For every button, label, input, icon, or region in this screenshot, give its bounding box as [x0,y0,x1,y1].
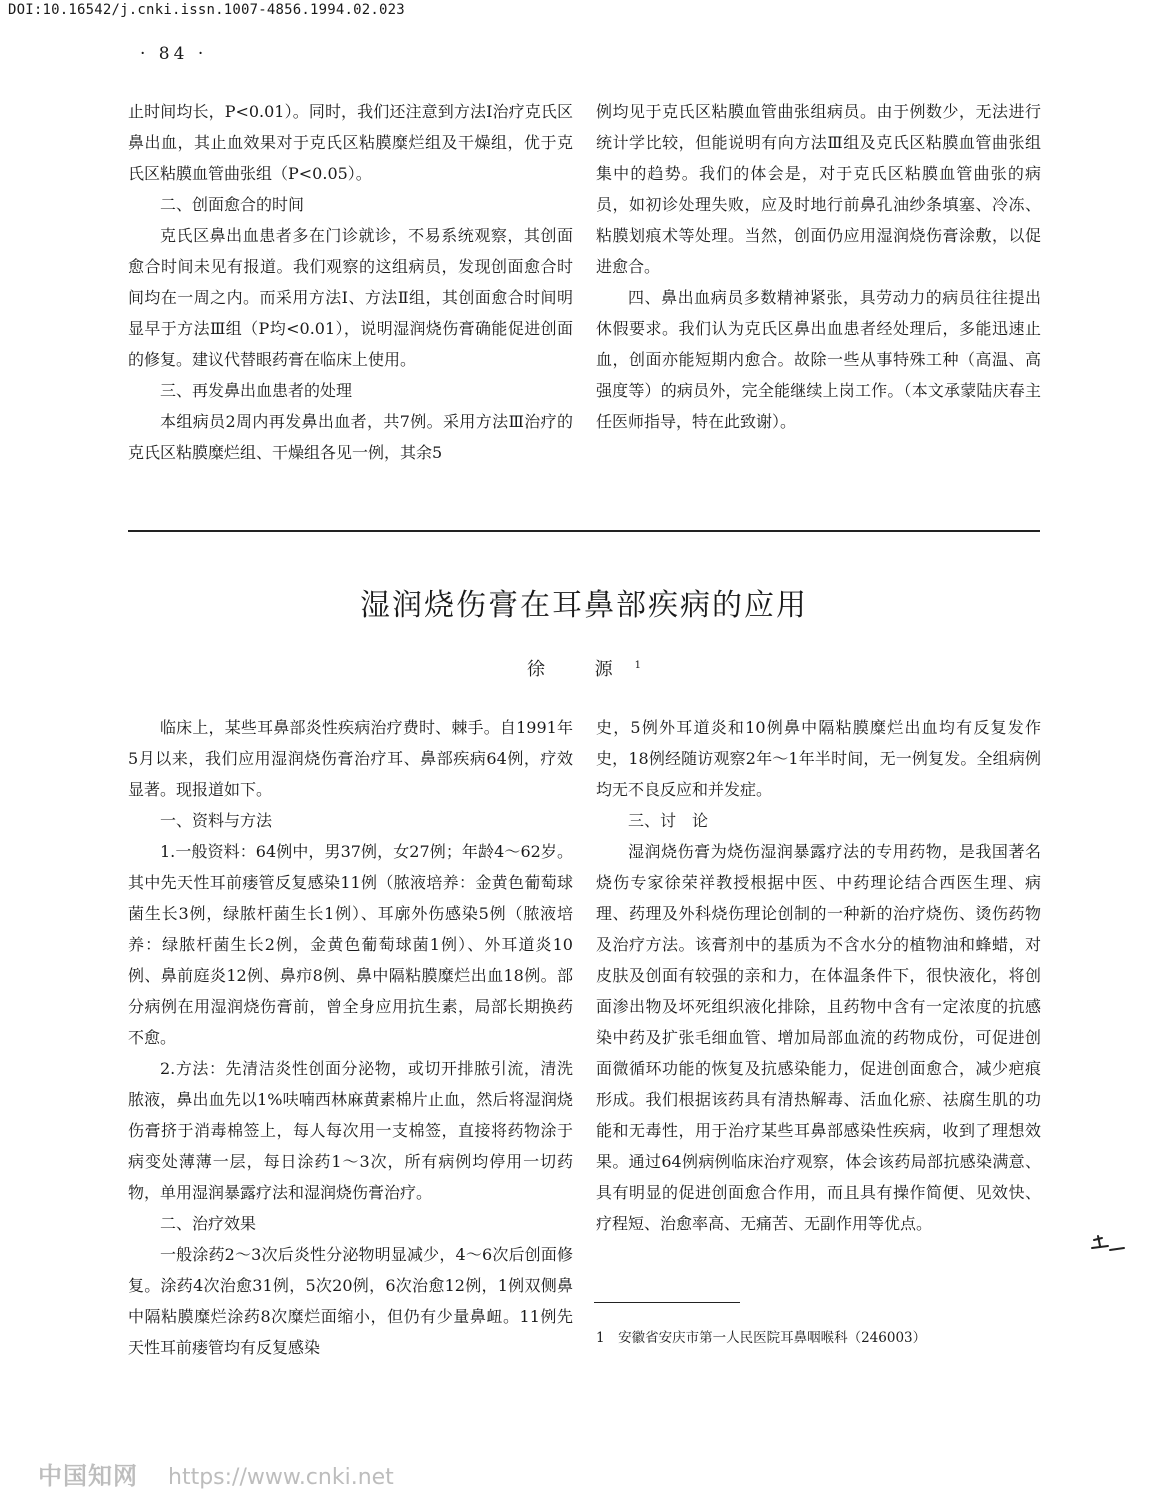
footnote-divider [594,1302,740,1303]
paragraph: 一般涂药2～3次后炎性分泌物明显减少，4～6次后创面修复。涂药4次治愈31例，5次20例，6次治愈12例，1例双侧鼻中隔粘膜糜烂涂药8次糜烂面缩小，但仍有少量鼻衄。11例先天性耳前瘘管均有反复感染 [128,1245,573,1357]
paragraph: 例均见于克氏区粘膜血管曲张组病员。由于例数少，无法进行统计学比较，但能说明有向方法Ⅲ组及克氏区粘膜血管曲张组集中的趋势。我们的体会是，对于克氏区粘膜血管曲张的病员，如初诊处理失败，应及时地行前鼻孔油纱条填塞、冷冻、粘膜划痕术等处理。当然，创面仍应用湿润烧伤膏涂敷，以促进愈合。 [596,102,1041,276]
paragraph: 湿润烧伤膏为烧伤湿润暴露疗法的专用药物，是我国著名烧伤专家徐荣祥教授根据中医、中药理论结合西医生理、病理、药理及外科烧伤理论创制的一种新的治疗烧伤、烫伤药物及治疗方法。该膏剂中的基质为不含水分的植物油和蜂蜡，对皮肤及创面有较强的亲和力，在体温条件下，很快液化，将创面渗出物及坏死组织液化排除，且药物中含有一定浓度的抗感染中药及扩张毛细血管、增加局部血流的药物成份，可促进创面微循环功能的恢复及抗感染能力，促进创面愈合，减少疤痕形成。我们根据该药具有清热解毒、活血化瘀、祛腐生肌的功能和无毒性，用于治疗某些耳鼻部感染性疾病，收到了理想效果。通过64例病例临床治疗观察，体会该药局部抗感染满意、具有明显的促进创面愈合作用，而且具有操作简便、见效快、疗程短、治愈率高、无痛苦、无副作用等优点。 [596,842,1041,1233]
watermark-url: https://www.cnki.net [168,1465,394,1490]
article-title: 湿润烧伤膏在耳鼻部疾病的应用 [360,588,808,623]
paragraph: 克氏区鼻出血患者多在门诊就诊，不易系统观察，其创面愈合时间未见有报道。我们观察的这组病员，发现创面愈合时间均在一周之内。而采用方法Ⅰ、方法Ⅱ组，其创面愈合时间明显早于方法Ⅲ组（P均<0.01），说明湿润烧伤膏确能促进创面的修复。建议代替眼药膏在临床上使用。 [128,226,573,369]
watermark-name: 中国知网 [38,1462,138,1490]
article-right-column [596,712,1041,1239]
section-heading: 二、创面愈合的时间 [160,195,305,214]
paragraph: 1.一般资料：64例中，男37例，女27例；年龄4～62岁。其中先天性耳前瘘管反复感染11例（脓液培养：金黄色葡萄球菌生长3例，绿脓杆菌生长1例）、耳廓外伤感染5例（脓液培养：绿脓杆菌生长2例，金黄色葡萄球菌1例）、外耳道炎10例、鼻前庭炎12例、鼻疖8例、鼻中隔粘膜糜烂出血18例。部分病例在用湿润烧伤膏前，曾全身应用抗生素，局部长期换药不愈。 [128,842,573,1047]
section-heading: 三、讨 论 [628,811,709,830]
prev-article-left-column [128,96,573,468]
paragraph: 史，5例外耳道炎和10例鼻中隔粘膜糜烂出血均有反复发作史，18例经随访观察2年～1年半时间，无一例复发。全组病例均无不良反应和并发症。 [596,718,1041,799]
prev-article-right-column [596,96,1041,437]
page-number: · 84 · [140,44,208,64]
article-divider [128,530,1040,532]
paragraph: 止时间均长，P<0.01）。同时，我们还注意到方法Ⅰ治疗克氏区鼻出血，其止血效果对于克氏区粘膜糜烂组及干燥组，优于克氏区粘膜血管曲张组（P<0.05）。 [128,102,573,183]
paragraph: 临床上，某些耳鼻部炎性疾病治疗费时、棘手。自1991年5月以来，我们应用湿润烧伤膏治疗耳、鼻部疾病64例，疗效显著。现报道如下。 [128,718,573,799]
handwritten-mark [1088,1232,1128,1258]
doi-line: DOI:10.16542/j.cnki.issn.1007-4856.1994.02.023 [8,2,405,18]
author-name: 徐 源 [526,659,635,680]
section-heading: 三、再发鼻出血患者的处理 [160,381,353,400]
author-footnote-mark: 1 [634,660,642,671]
article-author [128,655,1040,681]
cnki-watermark [38,1456,394,1491]
article-left-column [128,712,573,1363]
paragraph: 四、鼻出血病员多数精神紧张，具劳动力的病员往往提出休假要求。我们认为克氏区鼻出血患者经处理后，多能迅速止血，创面亦能短期内愈合。故除一些从事特殊工种（高温、高强度等）的病员外，完全能继续上岗工作。（本文承蒙陆庆春主任医师指导，特在此致谢）。 [596,288,1041,431]
paragraph: 本组病员2周内再发鼻出血者，共7例。采用方法Ⅲ治疗的克氏区粘膜糜烂组、干燥组各见一例，其余5 [128,412,573,462]
paragraph: 2.方法：先清洁炎性创面分泌物，或切开排脓引流，清洗脓液，鼻出血先以1%呋喃西林麻黄素棉片止血，然后将湿润烧伤膏挤于消毒棉签上，每人每次用一支棉签，直接将药物涂于病变处薄薄一层，每日涂药1～3次，所有病例均停用一切药物，单用湿润暴露疗法和湿润烧伤膏治疗。 [128,1059,573,1202]
section-heading: 二、治疗效果 [160,1214,257,1233]
section-heading: 一、资料与方法 [160,811,273,830]
author-affiliation-footnote: 1 安徽省安庆市第一人民医院耳鼻咽喉科（246003） [596,1330,927,1346]
